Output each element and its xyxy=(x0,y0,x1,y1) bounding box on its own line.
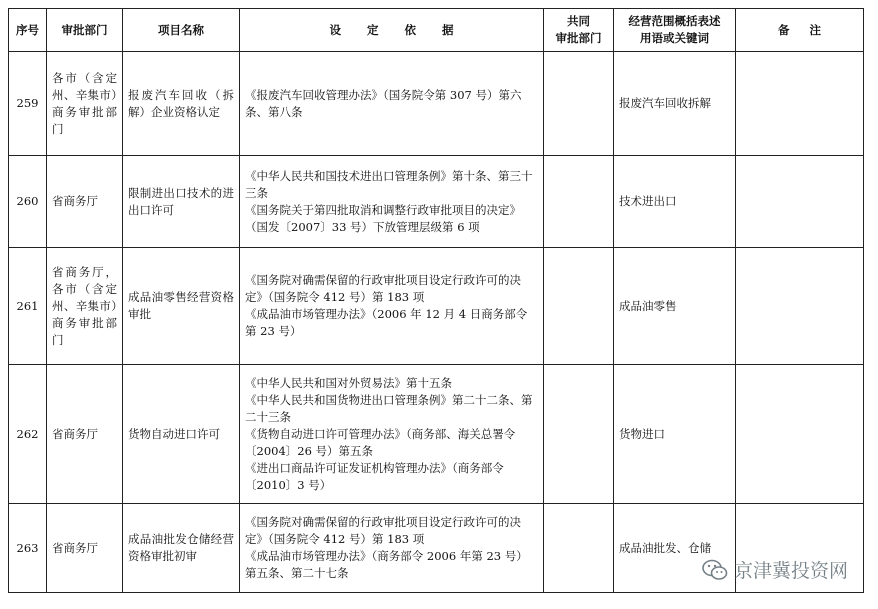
legal-basis xyxy=(240,248,544,365)
legal-basis-line: 《货物自动进口许可管理办法》（商务部、海关总署令〔2004〕26 号）第五条 xyxy=(245,426,516,458)
joint-department xyxy=(544,365,614,504)
notes-cell xyxy=(736,248,864,365)
legal-basis xyxy=(240,156,544,248)
joint-department xyxy=(544,156,614,248)
legal-basis xyxy=(240,52,544,156)
header-no: 序号 xyxy=(9,9,47,52)
item-name: 成品油批发仓储经营资格审批初审 xyxy=(123,504,240,593)
item-name: 货物自动进口许可 xyxy=(123,365,240,504)
joint-department xyxy=(544,248,614,365)
watermark xyxy=(702,556,848,583)
legal-basis-line: 《国务院对确需保留的行政审批项目设定行政许可的决定》（国务院令 412 号）第 183 项 xyxy=(245,515,521,546)
table-row xyxy=(9,365,864,504)
legal-basis-line: 《报废汽车回收管理办法》（国务院令第 307 号）第六条、第八条 xyxy=(245,87,522,119)
item-name: 报废汽车回收（拆解）企业资格认定 xyxy=(123,52,240,156)
legal-basis-line: 《中华人民共和国技术进出口管理条例》第十条、第三十三条 xyxy=(245,168,533,200)
header-basis xyxy=(240,9,544,52)
legal-basis-line: 《中华人民共和国货物进出口管理条例》第二十二条、第二十三条 xyxy=(245,392,533,424)
business-scope: 货物进口 xyxy=(614,365,736,504)
notes-cell xyxy=(736,156,864,248)
item-name: 限制进出口技术的进出口许可 xyxy=(123,156,240,248)
header-notes-label: 备注 xyxy=(778,22,841,37)
approval-department: 省商务厅，各市（含定州、辛集市）商务审批部门 xyxy=(47,248,123,365)
legal-basis xyxy=(240,504,544,593)
legal-basis-line: 《中华人民共和国对外贸易法》第十五条 xyxy=(245,375,452,390)
header-item: 项目名称 xyxy=(123,9,240,52)
approval-department: 省商务厅 xyxy=(47,156,123,248)
business-scope: 报废汽车回收拆解 xyxy=(614,52,736,156)
table-row xyxy=(9,248,864,365)
approval-items-table xyxy=(8,8,864,593)
approval-department: 省商务厅 xyxy=(47,504,123,593)
approval-department: 各市（含定州、辛集市）商务审批部门 xyxy=(47,52,123,156)
table-row xyxy=(9,52,864,156)
row-number: 263 xyxy=(9,504,47,593)
approval-department: 省商务厅 xyxy=(47,365,123,504)
business-scope: 技术进出口 xyxy=(614,156,736,248)
legal-basis-line: 《国务院关于第四批取消和调整行政审批项目的决定》（国发〔2007〕33 号）下放管理层级第 6 项 xyxy=(245,202,521,234)
business-scope: 成品油批发、仓储 xyxy=(614,504,736,593)
row-number: 262 xyxy=(9,365,47,504)
row-number: 259 xyxy=(9,52,47,156)
header-joint: 共同 审批部门 xyxy=(544,9,614,52)
notes-cell xyxy=(736,52,864,156)
business-scope: 成品油零售 xyxy=(614,248,736,365)
legal-basis-line: 《进出口商品许可证发证机构管理办法》（商务部令〔2010〕3 号） xyxy=(245,460,504,492)
header-notes xyxy=(736,9,864,52)
legal-basis xyxy=(240,365,544,504)
joint-department xyxy=(544,504,614,593)
notes-cell xyxy=(736,365,864,504)
table-header-row xyxy=(9,9,864,52)
header-scope: 经营范围概括表述 用语或关键词 xyxy=(614,9,736,52)
joint-department xyxy=(544,52,614,156)
legal-basis-line: 《成品油市场管理办法》（2006 年 12 月 4 日商务部令第 23 号） xyxy=(245,307,528,338)
watermark-text: 京津冀投资网 xyxy=(733,560,848,582)
row-number: 261 xyxy=(9,248,47,365)
row-number: 260 xyxy=(9,156,47,248)
item-name: 成品油零售经营资格审批 xyxy=(123,248,240,365)
legal-basis-line: 《成品油市场管理办法》（商务部令 2006 年第 23 号）第五条、第二十七条 xyxy=(245,549,528,580)
wechat-icon xyxy=(702,559,728,581)
table-row xyxy=(9,156,864,248)
header-dept: 审批部门 xyxy=(47,9,123,52)
header-basis-label: 设定依据 xyxy=(329,22,480,37)
legal-basis-line: 《国务院对确需保留的行政审批项目设定行政许可的决定》（国务院令 412 号）第 183 项 xyxy=(245,273,521,304)
